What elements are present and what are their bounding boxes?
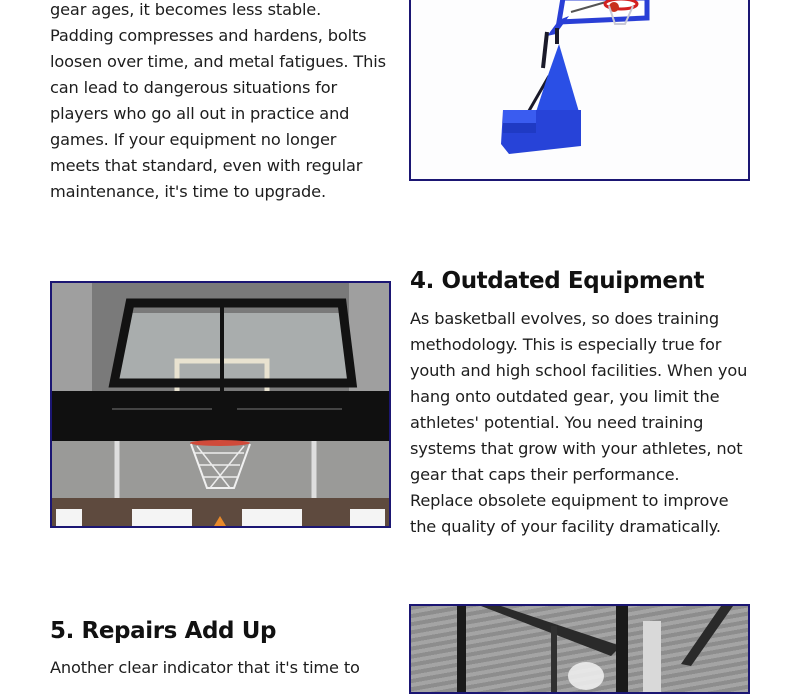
portable-hoop-illustration — [411, 0, 748, 179]
text-line: athletes' potential. You need training — [410, 413, 704, 432]
text-line: games. If your equipment no longer — [50, 130, 337, 149]
glass-backboard-image — [50, 281, 391, 528]
text-line: Replace obsolete equipment to improve — [410, 491, 729, 510]
ceiling-support-image — [409, 604, 750, 694]
text-line: loosen over time, and metal fatigues. This — [50, 52, 386, 71]
glass-backboard-illustration — [52, 283, 389, 526]
portable-hoop-image — [409, 0, 750, 181]
section4-heading: 4. Outdated Equipment — [410, 268, 705, 294]
section4-paragraph — [410, 306, 755, 540]
section5-heading: 5. Repairs Add Up — [50, 618, 277, 644]
text-line: can lead to dangerous situations for — [50, 78, 338, 97]
text-line: Another clear indicator that it's time to — [50, 658, 360, 677]
text-line: systems that grow with your athletes, not — [410, 439, 743, 458]
text-line: maintenance, it's time to upgrade. — [50, 182, 326, 201]
text-line: players who go all out in practice and — [50, 104, 350, 123]
text-line: hang onto outdated gear, you limit the — [410, 387, 720, 406]
section3-paragraph — [50, 0, 395, 205]
text-line: Padding compresses and hardens, bolts — [50, 26, 367, 45]
text-line: gear ages, it becomes less stable. — [50, 0, 322, 19]
section5-paragraph — [50, 655, 395, 681]
text-line: gear that caps their performance. — [410, 465, 680, 484]
text-line: youth and high school facilities. When you — [410, 361, 748, 380]
text-line: methodology. This is especially true for — [410, 335, 722, 354]
text-line: meets that standard, even with regular — [50, 156, 363, 175]
text-line: the quality of your facility dramatically. — [410, 517, 721, 536]
text-line: As basketball evolves, so does training — [410, 309, 719, 328]
ceiling-support-illustration — [411, 606, 748, 692]
